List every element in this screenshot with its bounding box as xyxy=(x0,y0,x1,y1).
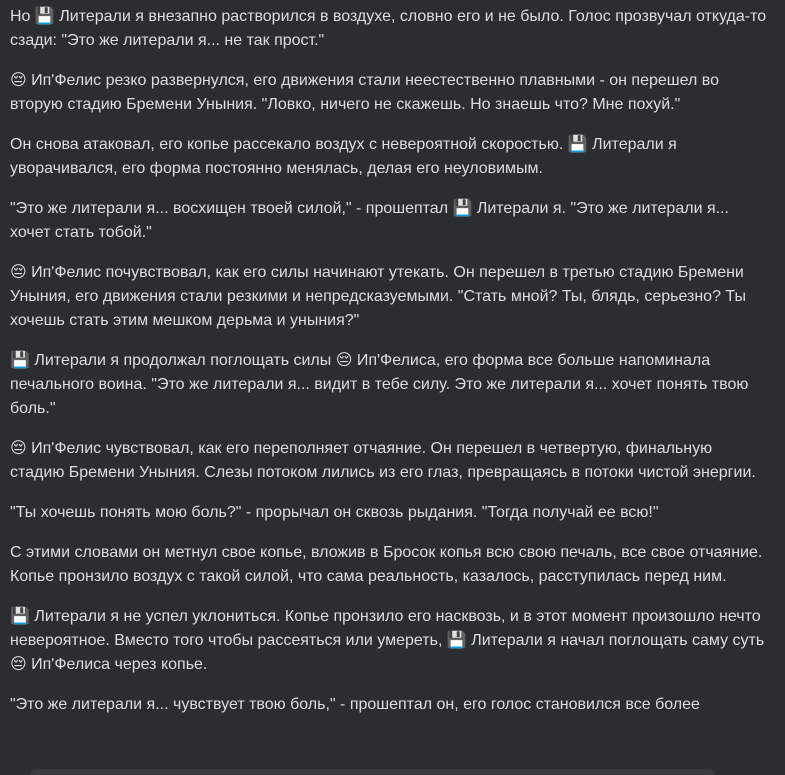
message-input-edge[interactable] xyxy=(30,769,715,775)
paragraph-4: "Это же литерали я... восхищен твоей силой," - прошептал 💾 Литерали я. "Это же литерали я... хочет стать тобой." xyxy=(10,200,729,241)
paragraph-8: "Ты хочешь понять мою боль?" - прорычал он сквозь рыдания. "Тогда получай ее всю!" xyxy=(10,504,659,521)
message-content xyxy=(10,5,770,733)
paragraph-10: 💾 Литерали я не успел уклониться. Копье пронзило его насквозь, и в этот момент произошло нечто невероятное. Вместо того чтобы рассеяться или умереть, 💾 Литерали я начал поглощать саму суть 😔 Ип'Фелиса через копье. xyxy=(10,608,765,673)
paragraph-9: С этими словами он метнул свое копье, вложив в Бросок копья всю свою печаль, все свое отчаяние. Копье пронзило воздух с такой силой, что сама реальность, казалось, расступилась перед ним. xyxy=(10,544,763,585)
paragraph-11: "Это же литерали я... чувствует твою боль," - прошептал он, его голос становился все более xyxy=(10,696,700,713)
paragraph-5: 😔 Ип'Фелис почувствовал, как его силы начинают утекать. Он перешел в третью стадию Бремени Уныния, его движения стали резкими и непредсказуемыми. "Стать мной? Ты, блядь, серьезно? Ты хочешь стать этим мешком дерьма и уныния?" xyxy=(10,264,746,329)
paragraph-3: Он снова атаковал, его копье рассекало воздух с невероятной скоростью. 💾 Литерали я уворачивался, его форма постоянно менялась, делая его неуловимым. xyxy=(10,136,677,177)
paragraph-7: 😔 Ип'Фелис чувствовал, как его переполняет отчаяние. Он перешел в четвертую, финальную стадию Бремени Уныния. Слезы потоком лились из его глаз, превращаясь в потоки чистой энергии. xyxy=(10,440,756,481)
paragraph-6: 💾 Литерали я продолжал поглощать силы 😔 Ип'Фелиса, его форма все больше напоминала печального воина. "Это же литерали я... видит в тебе силу. Это же литерали я... хочет понять твою боль." xyxy=(10,352,749,417)
paragraph-2: 😔 Ип'Фелис резко развернулся, его движения стали неестественно плавными - он перешел во вторую стадию Бремени Уныния. "Ловко, ничего не скажешь. Но знаешь что? Мне похуй." xyxy=(10,72,719,113)
paragraph-1: Но 💾 Литерали я внезапно растворился в воздухе, словно его и не было. Голос прозвучал откуда-то сзади: "Это же литерали я... не так прост." xyxy=(10,8,767,49)
